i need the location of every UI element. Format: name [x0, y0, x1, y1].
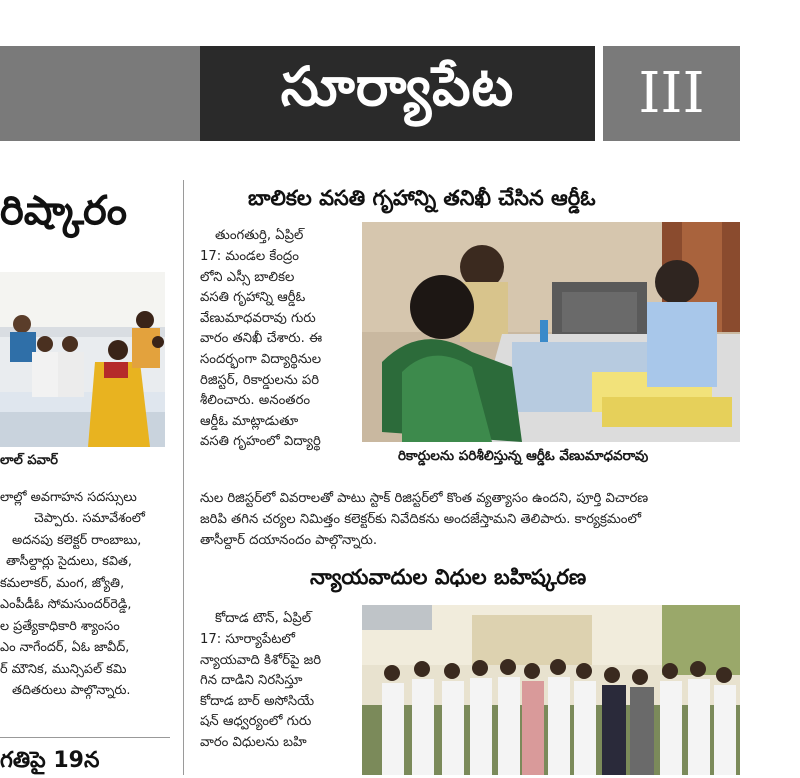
left-body-line: ఎం నాగేందర్, ఏఓ జావీద్,: [0, 640, 130, 655]
article1-photo-caption: రికార్డులను పరిశీలిస్తున్న ఆర్డీఓ వేణుమాధవరావు: [398, 448, 649, 464]
article1-line: వేణుమాధవరావు గురు: [200, 311, 316, 326]
article1-full-line: జరిపి తగిన చర్యల నిమిత్తం కలెక్టర్‌కు నివేదికను అందజేస్తామని తెలిపారు. కార్యక్రమంలో: [200, 512, 642, 527]
left-rule: [0, 737, 170, 738]
article1-line: లోని ఎస్సీ బాలికల: [200, 270, 295, 285]
left-body-line: చెప్పారు. సమావేశంలో: [34, 511, 145, 526]
left-body-line: తదితరులు పాల్గొన్నారు.: [12, 683, 131, 698]
article2-line: 17: సూర్యాపేటలో: [200, 632, 296, 647]
article1-line: 17: మండల కేంద్రం: [200, 249, 299, 264]
article2-line: గిన దాడిని నిరసిస్తూ: [200, 673, 303, 688]
article1-line: వారం తనిఖీ చేశారు. ఈ: [200, 331, 323, 346]
article1-line: రిజిస్టర్, రికార్డులను పరి: [200, 373, 320, 388]
column-divider: [183, 180, 184, 775]
article1-line: ఆర్డీఓ మాట్లాడుతూ: [200, 414, 299, 429]
article2-line: కోదాడ టౌన్, ఏప్రిల్: [215, 611, 312, 626]
masthead-title: సూర్యాపేట: [200, 46, 595, 141]
article2-photo: [362, 605, 740, 775]
article1-photo: [362, 222, 740, 442]
left-body-line: లాల్లో అవగాహన సదస్సులు: [0, 490, 137, 505]
left-body-line: కమలాకర్, మంగ, జ్యోతి,: [0, 576, 125, 591]
page-number: III: [603, 46, 740, 141]
left-body-line: ల ప్రత్యేకాధికారి శ్యాంసం: [0, 619, 120, 634]
article2-line: వారం విధులను బహి: [200, 735, 307, 750]
left-body-line: అదనపు కలెక్టర్ రాంబాబు,: [12, 533, 142, 548]
left-body-line: ర్ మౌనిక, మున్సిపల్ కమి: [0, 662, 127, 677]
article1-full-line: నుల రిజిస్టర్‌లో వివరాలతో పాటు స్టాక్ రిజిస్టర్‌లో కొంత వ్యత్యాసం ఉందని, పూర్తి విచారణ: [200, 491, 649, 506]
article1-line: వసతి గృహంలో విద్యార్థి: [200, 434, 321, 449]
left-headline: రిష్కారం: [0, 188, 128, 234]
masthead-left-band: [0, 46, 200, 141]
article1-line: సందర్భంగా విద్యార్థినుల: [200, 352, 322, 367]
article1-headline: బాలికల వసతి గృహాన్ని తనిఖీ చేసిన ఆర్డీఓ: [248, 186, 596, 210]
article2-line: న్యాయవాది కిశోర్‌పై జరి: [200, 653, 322, 668]
article1-line: శీలించారు. అనంతరం: [200, 393, 311, 408]
left-body-line: ఎంపీడీఓ సోమసుందర్‌రెడ్డి,: [0, 597, 132, 612]
article2-headline: న్యాయవాదుల విధుల బహిష్కరణ: [310, 565, 587, 589]
left-bottom-headline: గతిపై 19న: [0, 748, 100, 773]
article1-full-line: తాసీల్దార్ దయానందం పాల్గొన్నారు.: [200, 533, 378, 548]
article2-line: షన్ ఆధ్వర్యంలో గురు: [200, 714, 312, 729]
left-body-line: తాసీల్దార్లు సైదులు, కవిత,: [6, 554, 132, 569]
left-photo-caption: లాల్ పవార్: [0, 453, 58, 468]
left-photo: [0, 272, 165, 447]
article2-line: కోదాడ బార్ అసోసియే: [200, 694, 315, 709]
article1-line: తుంగతుర్తి, ఏప్రిల్: [215, 228, 304, 243]
article1-line: వసతి గృహాన్ని ఆర్డీఓ: [200, 290, 306, 305]
